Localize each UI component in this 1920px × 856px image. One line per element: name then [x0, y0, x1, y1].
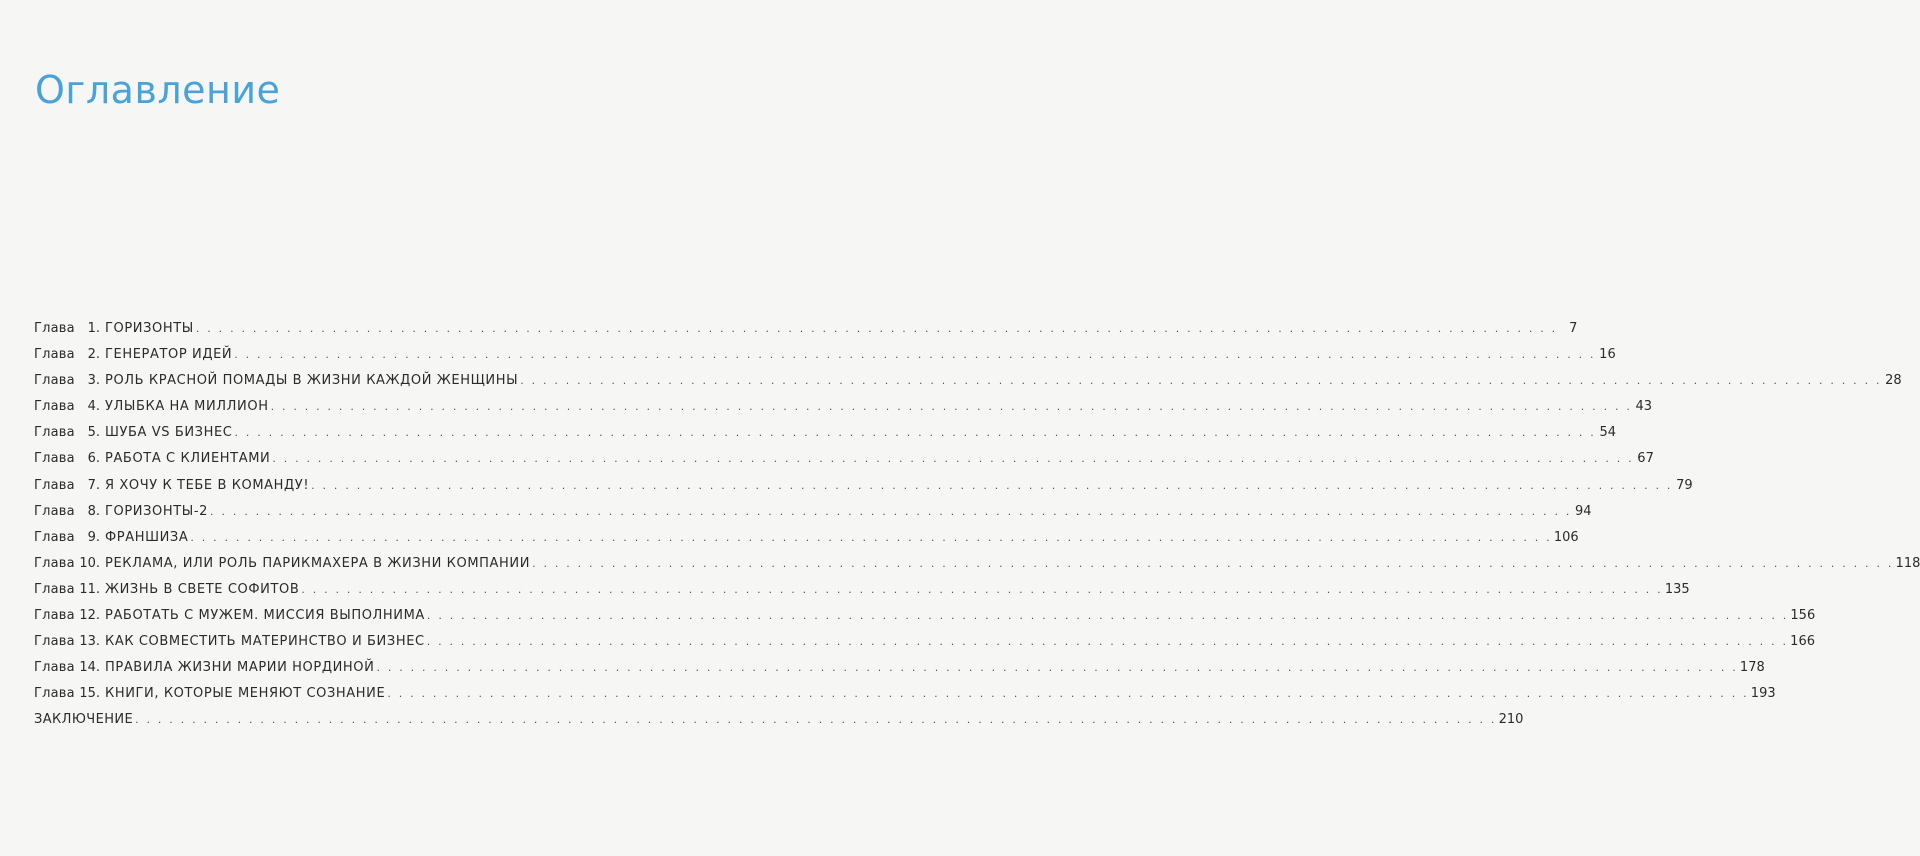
- chapter-number: 2.: [87, 347, 100, 363]
- chapter-number: 10.: [79, 555, 100, 571]
- page-number: 67: [1637, 451, 1654, 467]
- page-number: 54: [1599, 425, 1616, 441]
- chapter-label: Глава: [34, 581, 75, 597]
- table-of-contents: [34, 316, 1920, 734]
- chapter-title: ГОРИЗОНТЫ: [105, 321, 194, 336]
- chapter-label: Глава: [34, 321, 75, 336]
- chapter-label: Глава: [34, 477, 75, 493]
- dot-leader: . . . . . . . . . . . . . . . . . . . . . . . . . . . . . . . . . . . . . . . . . . . . . . . . . . . . . . . . . . . . . . . . . . . . . . . . . . . . . . . . . . . . . . . . . . . . . . . . . . . . . . . . . . . . . . . . . . . . . . . .: [190, 530, 1552, 544]
- chapter-number: 15.: [79, 686, 100, 702]
- page-number: 118: [1895, 555, 1920, 571]
- chapter-number: 6.: [87, 451, 100, 467]
- page-number: 178: [1739, 660, 1765, 676]
- dot-leader: . . . . . . . . . . . . . . . . . . . . . . . . . . . . . . . . . . . . . . . . . . . . . . . . . . . . . . . . . . . . . . . . . . . . . . . . . . . . . . . . . . . . . . . . . . . . . . . . . . . . . . . . . . . . . . . . . . . . . . . .: [426, 635, 1789, 649]
- page-number: 166: [1790, 634, 1815, 650]
- chapter-label: Глава: [34, 634, 75, 650]
- chapter-number: 3.: [87, 373, 100, 389]
- chapter-title: ПРАВИЛА ЖИЗНИ МАРИИ НОРДИНОЙ: [105, 660, 375, 676]
- chapter-title: ГЕНЕРАТОР ИДЕЙ: [105, 347, 233, 363]
- chapter-title: ГОРИЗОНТЫ-2: [105, 503, 209, 519]
- dot-leader: . . . . . . . . . . . . . . . . . . . . . . . . . . . . . . . . . . . . . . . . . . . . . . . . . . . . . . . . . . . . . . . . . . . . . . . . . . . . . . . . . . . . . . . . . . . . . . . . . . . . . . . . . . . . . . . . . . . . . . . .: [301, 582, 1663, 596]
- dot-leader: . . . . . . . . . . . . . . . . . . . . . . . . . . . . . . . . . . . . . . . . . . . . . . . . . . . . . . . . . . . . . . . . . . . . . . . . . . . . . . . . . . . . . . . . . . . . . . . . . . . . . . . . . . . . . . . . . . . . . . . .: [426, 609, 1789, 623]
- dot-leader: . . . . . . . . . . . . . . . . . . . . . . . . . . . . . . . . . . . . . . . . . . . . . . . . . . . . . . . . . . . . . . . . . . . . . . . . . . . . . . . . . . . . . . . . . . . . . . . . . . . . . . . . . . . . . . . . . . . . . . . .: [311, 478, 1673, 492]
- chapter-title: УЛЫБКА НА МИЛЛИОН: [105, 399, 269, 415]
- toc-entry: [34, 446, 1654, 472]
- page-number: 156: [1790, 608, 1816, 624]
- toc-entry: [34, 368, 1902, 394]
- chapter-number: 7.: [87, 477, 100, 493]
- chapter-label: Глава: [34, 373, 75, 389]
- page-number: 43: [1635, 399, 1653, 415]
- page-number: 16: [1599, 347, 1616, 363]
- chapter-title: РАБОТАТЬ С МУЖЕМ. МИССИЯ ВЫПОЛНИМА: [105, 608, 425, 624]
- chapter-number: 14.: [79, 660, 100, 676]
- dot-leader: . . . . . . . . . . . . . . . . . . . . . . . . . . . . . . . . . . . . . . . . . . . . . . . . . . . . . . . . . . . . . . . . . . . . . . . . . . . . . . . . . . . . . . . . . . . . . . . . . . . . . . . . . . . . . . . . . . . . . . . .: [135, 713, 1497, 727]
- dot-leader: . . . . . . . . . . . . . . . . . . . . . . . . . . . . . . . . . . . . . . . . . . . . . . . . . . . . . . . . . . . . . . . . . . . . . . . . . . . . . . . . . . . . . . . . . . . . . . . . . . . . . . . . . . . . . . . . . . . . . . . .: [234, 426, 1596, 440]
- toc-entry: [34, 394, 1653, 420]
- dot-leader: . . . . . . . . . . . . . . . . . . . . . . . . . . . . . . . . . . . . . . . . . . . . . . . . . . . . . . . . . . . . . . . . . . . . . . . . . . . . . . . . . . . . . . . . . . . . . . . . . . . . . . . . . . . . . . . . . . . . . . . .: [234, 348, 1596, 362]
- chapter-title: КНИГИ, КОТОРЫЕ МЕНЯЮТ СОЗНАНИЕ: [105, 686, 386, 702]
- dot-leader: . . . . . . . . . . . . . . . . . . . . . . . . . . . . . . . . . . . . . . . . . . . . . . . . . . . . . . . . . . . . . . . . . . . . . . . . . . . . . . . . . . . . . . . . . . . . . . . . . . . . . . . . . . . . . . . . . . . . . . . .: [270, 400, 1633, 414]
- dot-leader: . . . . . . . . . . . . . . . . . . . . . . . . . . . . . . . . . . . . . . . . . . . . . . . . . . . . . . . . . . . . . . . . . . . . . . . . . . . . . . . . . . . . . . . . . . . . . . . . . . . . . . . . . . . . . . . . . . . . . . . .: [532, 556, 1894, 570]
- chapter-number: 11.: [79, 581, 100, 597]
- dot-leader: . . . . . . . . . . . . . . . . . . . . . . . . . . . . . . . . . . . . . . . . . . . . . . . . . . . . . . . . . . . . . . . . . . . . . . . . . . . . . . . . . . . . . . . . . . . . . . . . . . . . . . . . . . . . . . . . . . . . . . . .: [272, 452, 1634, 466]
- toc-entry: [34, 316, 1578, 342]
- chapter-title: ЖИЗНЬ В СВЕТЕ СОФИТОВ: [105, 581, 300, 597]
- chapter-title: РЕКЛАМА, ИЛИ РОЛЬ ПАРИКМАХЕРА В ЖИЗНИ КОМПАНИИ: [105, 555, 531, 571]
- dot-leader: . . . . . . . . . . . . . . . . . . . . . . . . . . . . . . . . . . . . . . . . . . . . . . . . . . . . . . . . . . . . . . . . . . . . . . . . . . . . . . . . . . . . . . . . . . . . . . . . . . . . . . . . . . . . . . . . . . . . . . . .: [195, 322, 1558, 335]
- chapter-title: РОЛЬ КРАСНОЙ ПОМАДЫ В ЖИЗНИ КАЖДОЙ ЖЕНЩИНЫ: [105, 373, 519, 389]
- chapter-label: Глава: [34, 660, 75, 676]
- toc-entry: [34, 342, 1616, 368]
- chapter-title: КАК СОВМЕСТИТЬ МАТЕРИНСТВО И БИЗНЕС: [105, 634, 425, 650]
- toc-entry: [34, 603, 1816, 629]
- toc-entry: [34, 499, 1592, 525]
- toc-entry: [34, 577, 1690, 603]
- conclusion-title: ЗАКЛЮЧЕНИЕ: [34, 712, 134, 728]
- page-number: 210: [1498, 712, 1524, 728]
- page-title: Оглавление: [35, 68, 281, 112]
- page-number: 79: [1676, 477, 1693, 493]
- toc-entry: [34, 525, 1579, 551]
- dot-leader: . . . . . . . . . . . . . . . . . . . . . . . . . . . . . . . . . . . . . . . . . . . . . . . . . . . . . . . . . . . . . . . . . . . . . . . . . . . . . . . . . . . . . . . . . . . . . . . . . . . . . . . . . . . . . . . . . . . . . . . .: [520, 374, 1882, 388]
- chapter-label: Глава: [34, 686, 75, 702]
- toc-entry: [34, 629, 1815, 655]
- page-number: 28: [1885, 373, 1902, 389]
- toc-entry: [34, 655, 1765, 681]
- chapter-title: Я ХОЧУ К ТЕБЕ В КОМАНДУ!: [105, 477, 310, 493]
- chapter-label: Глава: [34, 347, 75, 363]
- toc-entry: [34, 551, 1920, 577]
- page-number: 193: [1750, 686, 1776, 702]
- chapter-number: 9.: [87, 529, 100, 545]
- chapter-title: ФРАНШИЗА: [105, 529, 189, 545]
- chapter-title: ШУБА VS БИЗНЕС: [105, 425, 233, 441]
- chapter-label: Глава: [34, 529, 75, 545]
- chapter-label: Глава: [34, 399, 75, 415]
- chapter-label: Глава: [34, 555, 75, 571]
- chapter-label: Глава: [34, 425, 75, 441]
- page-number: 7: [1569, 321, 1578, 336]
- chapter-number: 13.: [79, 634, 100, 650]
- toc-entry: [34, 681, 1776, 707]
- dot-leader: . . . . . . . . . . . . . . . . . . . . . . . . . . . . . . . . . . . . . . . . . . . . . . . . . . . . . . . . . . . . . . . . . . . . . . . . . . . . . . . . . . . . . . . . . . . . . . . . . . . . . . . . . . . . . . . . . . . . . . . .: [210, 504, 1572, 518]
- dot-leader: . . . . . . . . . . . . . . . . . . . . . . . . . . . . . . . . . . . . . . . . . . . . . . . . . . . . . . . . . . . . . . . . . . . . . . . . . . . . . . . . . . . . . . . . . . . . . . . . . . . . . . . . . . . . . . . . . . . . . . . .: [387, 687, 1749, 701]
- page-number: 135: [1664, 581, 1690, 597]
- chapter-title: РАБОТА С КЛИЕНТАМИ: [105, 451, 271, 467]
- chapter-label: Глава: [34, 451, 75, 467]
- chapter-number: 8.: [87, 503, 100, 519]
- toc-entry-conclusion: [34, 707, 1524, 733]
- dot-leader: . . . . . . . . . . . . . . . . . . . . . . . . . . . . . . . . . . . . . . . . . . . . . . . . . . . . . . . . . . . . . . . . . . . . . . . . . . . . . . . . . . . . . . . . . . . . . . . . . . . . . . . . . . . . . . . . . . . . . . . .: [376, 661, 1738, 675]
- page-number: 94: [1574, 503, 1592, 519]
- chapter-label: Глава: [34, 608, 75, 624]
- chapter-number: 5.: [87, 425, 100, 441]
- toc-entry: [34, 473, 1693, 499]
- toc-entry: [34, 420, 1616, 446]
- page-number: 106: [1553, 529, 1579, 545]
- chapter-label: Глава: [34, 503, 75, 519]
- chapter-number: 1.: [87, 321, 100, 336]
- chapter-number: 4.: [87, 399, 100, 415]
- chapter-number: 12.: [79, 608, 100, 624]
